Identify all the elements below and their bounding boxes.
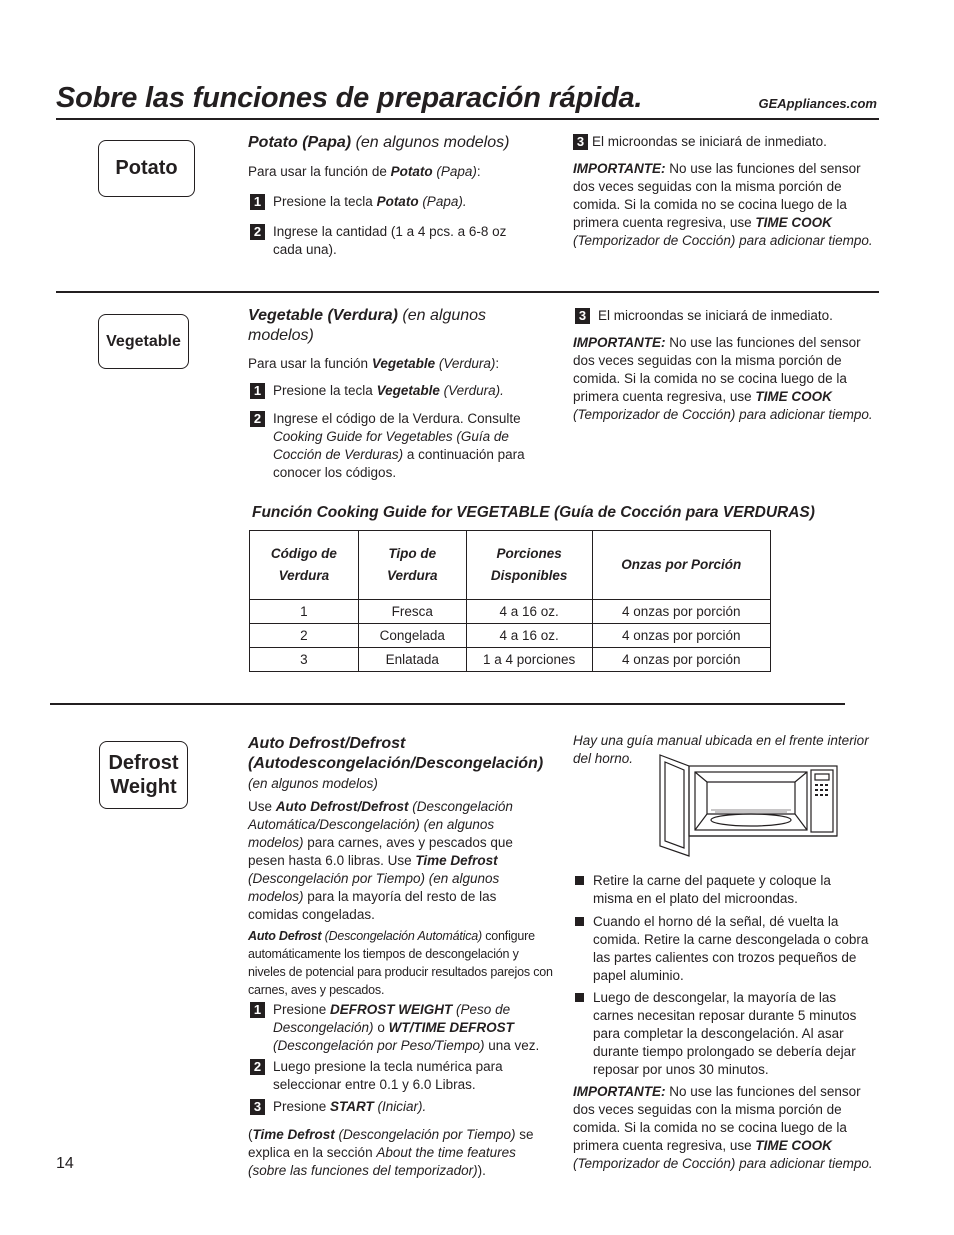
defrost-important-it: (Temporizador de Cocción) para adicionar tiempo.	[573, 1156, 873, 1171]
defrost-weight-key-icon	[99, 741, 188, 809]
potato-important-text: No use las funciones del sensor dos veces seguidas con la misma porción de comida. Si la comida no se cocina luego de la primera cuenta regresiva, use	[573, 161, 861, 230]
defrost-p1-a: Use	[248, 799, 276, 814]
step-number: 3	[573, 134, 588, 150]
page-title: Sobre las funciones de preparación rápida.	[56, 82, 643, 114]
potato-heading-bold: Potato (Papa)	[248, 134, 352, 151]
defrost-step-1-g: una vez.	[484, 1038, 540, 1053]
table-cell: Congelada	[358, 624, 466, 648]
vegetable-intro-bold: Vegetable	[371, 356, 436, 371]
defrost-step-1-d: o	[373, 1020, 389, 1035]
page-number: 14	[56, 1155, 74, 1172]
defrost-p1-c: (Descongelación Automática/Descongelación) (en algunos modelos)	[248, 799, 513, 850]
potato-step-1	[250, 193, 540, 211]
defrost-heading-line-2: (Autodescongelación/Descongelación)	[248, 755, 544, 772]
potato-intro-pre: Para usar la función de	[248, 164, 391, 179]
vegetable-important-bold: TIME COOK	[755, 389, 832, 404]
defrost-step-1-f: (Descongelación por Peso/Tiempo)	[273, 1038, 485, 1053]
defrost-note-f: ).	[477, 1163, 486, 1178]
defrost-p1-f: (Descongelación por Tiempo) (en algunos modelos)	[248, 871, 500, 904]
potato-step-3-text: El microondas se iniciará de inmediato.	[592, 134, 827, 149]
table-cell: Enlatada	[358, 648, 466, 672]
defrost-heading-sub: (en algunos modelos)	[248, 776, 378, 791]
potato-intro-post: :	[476, 164, 481, 179]
vegetable-step-1	[250, 382, 540, 400]
vegetable-step-2-post: a continuación para conocer los códigos.	[273, 447, 525, 480]
vegetable-intro	[248, 355, 548, 373]
defrost-step-3	[250, 1098, 535, 1116]
defrost-p1-b: Auto Defrost/Defrost	[275, 799, 409, 814]
table-cell: Fresca	[358, 600, 466, 624]
potato-key-icon	[98, 140, 195, 197]
defrost-step-3-a: Presione	[273, 1099, 331, 1114]
step-number: 3	[250, 1099, 265, 1115]
vegetable-important	[573, 334, 883, 424]
defrost-step-2-text: Luego presione la tecla numérica para seleccionar entre 0.1 y 6.0 Libras.	[273, 1059, 503, 1092]
table-header-cell: Onzas por Porción	[592, 531, 770, 600]
defrost-step-1	[250, 1001, 550, 1055]
defrost-bullet	[573, 872, 873, 908]
table-row	[250, 624, 771, 648]
defrost-important	[573, 1083, 883, 1173]
vegetable-heading-bold: Vegetable (Verdura)	[248, 307, 398, 324]
step-number: 3	[575, 308, 590, 324]
defrost-step-1-c: (Peso de Descongelación)	[273, 1002, 511, 1035]
table-cell: 3	[250, 648, 359, 672]
table-cell: 4 onzas por porción	[592, 624, 770, 648]
table-header-row	[250, 531, 771, 600]
potato-key-label: Potato	[115, 157, 178, 179]
defrost-heading-line-1: Auto Defrost/Defrost	[248, 735, 406, 752]
potato-important-label: IMPORTANTE:	[573, 161, 666, 176]
potato-step-2-text: Ingrese la cantidad (1 a 4 pcs. a 6-8 oz cada una).	[273, 224, 507, 257]
table-cell: 2	[250, 624, 359, 648]
step-number: 2	[250, 224, 265, 240]
microwave-open-door-illustration	[655, 752, 840, 859]
defrost-p1-d: para carnes, aves y pescados que pesen hasta 6.0 libras. Use	[248, 835, 513, 868]
defrost-heading	[248, 734, 558, 774]
table-cell: 1	[250, 600, 359, 624]
potato-step-3	[573, 133, 878, 151]
step-number: 2	[250, 411, 265, 427]
header-rule	[56, 118, 879, 120]
section-rule-1	[56, 291, 879, 293]
defrost-p2-c: configure automáticamente los tiempos de descongelación y niveles de potencial para producir resultados parejos con carnes, aves y pescados.	[248, 929, 553, 997]
defrost-key-line-2: Weight	[110, 776, 177, 798]
defrost-note-b: Time Defrost	[252, 1127, 335, 1142]
table-cell: 4 onzas por porción	[592, 600, 770, 624]
vegetable-important-label: IMPORTANTE:	[573, 335, 666, 350]
potato-important-bold: TIME COOK	[755, 215, 832, 230]
defrost-p2-a: Auto Defrost	[248, 929, 322, 943]
table-row	[250, 648, 771, 672]
defrost-step-1-b: DEFROST WEIGHT	[330, 1002, 453, 1017]
bullet-square-icon	[575, 876, 584, 885]
potato-heading-rest: (en algunos modelos)	[351, 134, 510, 151]
defrost-p1-g: para la mayoría del resto de las comidas congeladas.	[248, 889, 497, 922]
defrost-note-d: se explica en la sección	[248, 1127, 534, 1160]
vegetable-step-1-it: (Verdura).	[439, 383, 504, 398]
table-header-cell: Código de Verdura	[250, 531, 359, 600]
defrost-paragraph-1	[248, 798, 548, 924]
vegetable-important-text: No use las funciones del sensor dos veces seguidas con la misma porción de comida. Si la comida no se cocina luego de la primera cuenta regresiva, use	[573, 335, 861, 404]
defrost-important-text: No use las funciones del sensor dos veces seguidas con la misma porción de comida. Si la comida no se cocina luego de la primera cuenta regresiva, use	[573, 1084, 861, 1153]
bullet-square-icon	[575, 917, 584, 926]
defrost-p1-e: Time Defrost	[415, 853, 498, 868]
defrost-note	[248, 1126, 543, 1180]
vegetable-intro-post: :	[495, 356, 500, 371]
potato-step-1-it: (Papa).	[418, 194, 467, 209]
potato-intro-bold: Potato	[390, 164, 433, 179]
defrost-step-3-b: START	[330, 1099, 374, 1114]
vegetable-important-it: (Temporizador de Cocción) para adicionar tiempo.	[573, 407, 873, 422]
defrost-bullet	[573, 989, 873, 1079]
vegetable-key-label: Vegetable	[106, 332, 181, 350]
defrost-important-label: IMPORTANTE:	[573, 1084, 666, 1099]
potato-intro	[248, 163, 548, 181]
potato-important	[573, 160, 883, 250]
microwave-door	[660, 755, 689, 856]
vegetable-step-3	[575, 307, 880, 325]
vegetable-key-icon	[98, 314, 189, 369]
table-cell: 4 onzas por porción	[592, 648, 770, 672]
vegetable-step-1-pre: Presione la tecla	[273, 383, 377, 398]
vegetable-guide-table	[249, 530, 771, 672]
table-header-cell: Porciones Disponibles	[466, 531, 592, 600]
table-cell: 4 a 16 oz.	[466, 624, 592, 648]
table-cell: 1 a 4 porciones	[466, 648, 592, 672]
site-url: GEAppliances.com	[758, 96, 877, 111]
defrost-p2-b: (Descongelación Automática)	[321, 929, 482, 943]
defrost-important-bold: TIME COOK	[755, 1138, 832, 1153]
defrost-step-3-c: (Iniciar).	[373, 1099, 427, 1114]
defrost-guide-note: Hay una guía manual ubicada en el frente interior del horno.	[573, 733, 869, 766]
vegetable-step-2-it: Cooking Guide for Vegetables (Guía de Cocción de Verduras)	[273, 429, 509, 462]
vegetable-intro-it: (Verdura)	[435, 356, 496, 371]
defrost-note-e: About the time features (sobre las funciones del temporizador)	[248, 1145, 516, 1178]
step-number: 1	[250, 383, 265, 399]
potato-step-1-bold: Potato	[376, 194, 419, 209]
table-cell: 4 a 16 oz.	[466, 600, 592, 624]
vegetable-table-title: Función Cooking Guide for VEGETABLE (Guía de Cocción para VERDURAS)	[252, 504, 815, 521]
step-number: 1	[250, 1002, 265, 1018]
defrost-note-c: (Descongelación por Tiempo)	[334, 1127, 516, 1142]
section-rule-2	[50, 703, 845, 705]
defrost-paragraph-2	[248, 927, 558, 999]
microwave-control-panel	[811, 770, 833, 832]
potato-important-it: (Temporizador de Cocción) para adicionar tiempo.	[573, 233, 873, 248]
defrost-bullet	[573, 913, 881, 985]
potato-heading	[248, 133, 548, 153]
defrost-bullet-text: Luego de descongelar, la mayoría de las carnes necesitan reposar durante 5 minutos para completar la descongelación. Al asar durante tiempo prolongado se debería dejar reposar por unos 30 minutos.	[593, 990, 857, 1077]
vegetable-intro-pre: Para usar la función	[248, 356, 372, 371]
step-number: 2	[250, 1059, 265, 1075]
potato-step-2	[250, 223, 525, 259]
defrost-bullet-text: Cuando el horno dé la señal, dé vuelta la comida. Retire la carne descongelada o cobra las partes calientes con trozos pequeños de papel aluminio.	[593, 914, 869, 983]
defrost-step-1-e: WT/TIME DEFROST	[388, 1020, 514, 1035]
table-row	[250, 600, 771, 624]
step-number: 1	[250, 194, 265, 210]
vegetable-heading	[248, 306, 528, 346]
defrost-step-1-a: Presione	[273, 1002, 331, 1017]
potato-intro-it: (Papa)	[432, 164, 477, 179]
defrost-step-2	[250, 1058, 535, 1094]
vegetable-step-2-pre: Ingrese el código de la Verdura. Consulte	[273, 411, 521, 426]
vegetable-step-1-bold: Vegetable	[376, 383, 440, 398]
defrost-bullet-text: Retire la carne del paquete y coloque la misma en el plato del microondas.	[593, 873, 831, 906]
table-header-cell: Tipo de Verdura	[358, 531, 466, 600]
vegetable-step-2	[250, 410, 540, 482]
vegetable-heading-rest: (en algunos modelos)	[248, 307, 487, 344]
vegetable-step-3-text: El microondas se iniciará de inmediato.	[598, 308, 833, 323]
bullet-square-icon	[575, 993, 584, 1002]
potato-step-1-pre: Presione la tecla	[273, 194, 377, 209]
defrost-key-line-1: Defrost	[108, 752, 179, 774]
defrost-note-a: (	[248, 1127, 253, 1142]
